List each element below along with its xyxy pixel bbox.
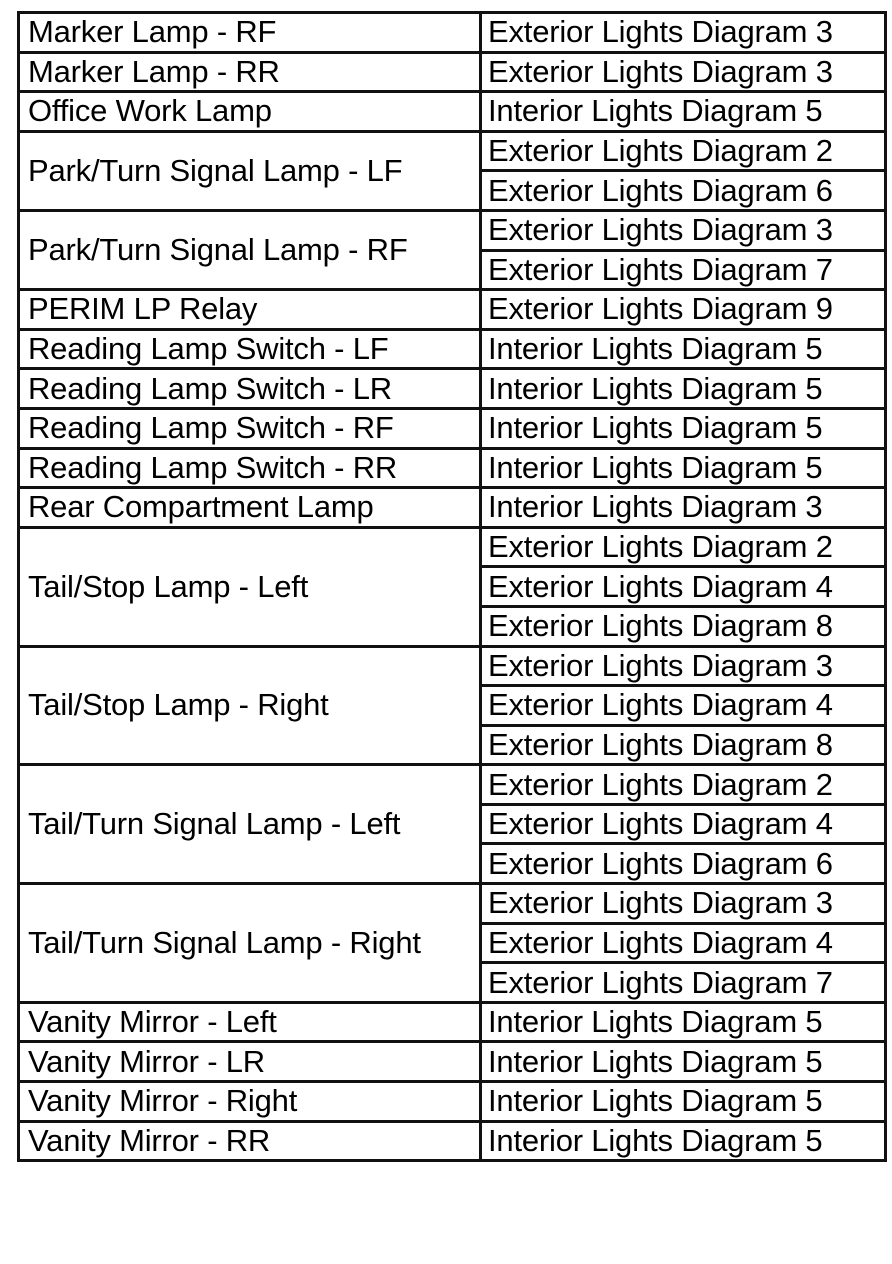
diagram-reference-cell: Exterior Lights Diagram 2 bbox=[481, 527, 886, 567]
component-name-cell: Vanity Mirror - Left bbox=[19, 1002, 481, 1042]
component-name-cell: Reading Lamp Switch - RF bbox=[19, 408, 481, 448]
diagram-reference-cell: Exterior Lights Diagram 8 bbox=[481, 606, 886, 646]
diagram-reference-cell: Interior Lights Diagram 5 bbox=[481, 1121, 886, 1161]
diagram-reference-cell: Interior Lights Diagram 5 bbox=[481, 92, 886, 132]
diagram-reference-cell: Interior Lights Diagram 5 bbox=[481, 369, 886, 409]
diagram-reference-cell: Exterior Lights Diagram 7 bbox=[481, 250, 886, 290]
diagram-reference-cell: Interior Lights Diagram 3 bbox=[481, 488, 886, 528]
diagram-reference-cell: Interior Lights Diagram 5 bbox=[481, 1002, 886, 1042]
diagram-reference-cell: Exterior Lights Diagram 2 bbox=[481, 765, 886, 805]
diagram-reference-cell: Exterior Lights Diagram 6 bbox=[481, 844, 886, 884]
table-row bbox=[19, 369, 886, 409]
diagram-reference-cell: Exterior Lights Diagram 4 bbox=[481, 804, 886, 844]
component-name-cell: Office Work Lamp bbox=[19, 92, 481, 132]
diagram-reference-cell: Exterior Lights Diagram 9 bbox=[481, 290, 886, 330]
table-row bbox=[19, 210, 886, 250]
component-name-cell: Park/Turn Signal Lamp - RF bbox=[19, 210, 481, 289]
diagram-reference-cell: Interior Lights Diagram 5 bbox=[481, 1042, 886, 1082]
component-name-cell: Reading Lamp Switch - RR bbox=[19, 448, 481, 488]
table-row bbox=[19, 329, 886, 369]
component-name-cell: Reading Lamp Switch - LR bbox=[19, 369, 481, 409]
diagram-reference-cell: Interior Lights Diagram 5 bbox=[481, 329, 886, 369]
component-name-cell: Marker Lamp - RR bbox=[19, 52, 481, 92]
table-body bbox=[19, 13, 886, 1161]
component-location-table bbox=[17, 11, 887, 1162]
diagram-reference-cell: Exterior Lights Diagram 8 bbox=[481, 725, 886, 765]
diagram-reference-cell: Exterior Lights Diagram 3 bbox=[481, 52, 886, 92]
component-name-cell: Vanity Mirror - RR bbox=[19, 1121, 481, 1161]
diagram-reference-cell: Interior Lights Diagram 5 bbox=[481, 1082, 886, 1122]
table-row bbox=[19, 527, 886, 567]
diagram-reference-cell: Interior Lights Diagram 5 bbox=[481, 448, 886, 488]
table-row bbox=[19, 646, 886, 686]
table-row bbox=[19, 1121, 886, 1161]
table-row bbox=[19, 1082, 886, 1122]
table-row bbox=[19, 13, 886, 53]
component-name-cell: PERIM LP Relay bbox=[19, 290, 481, 330]
table-row bbox=[19, 448, 886, 488]
component-name-cell: Tail/Turn Signal Lamp - Right bbox=[19, 884, 481, 1003]
diagram-reference-cell: Exterior Lights Diagram 3 bbox=[481, 210, 886, 250]
table-row bbox=[19, 1042, 886, 1082]
component-name-cell: Tail/Turn Signal Lamp - Left bbox=[19, 765, 481, 884]
component-name-cell: Tail/Stop Lamp - Right bbox=[19, 646, 481, 765]
diagram-reference-cell: Exterior Lights Diagram 7 bbox=[481, 963, 886, 1003]
diagram-reference-cell: Exterior Lights Diagram 3 bbox=[481, 646, 886, 686]
component-name-cell: Rear Compartment Lamp bbox=[19, 488, 481, 528]
table-row bbox=[19, 52, 886, 92]
table-row bbox=[19, 1002, 886, 1042]
diagram-reference-cell: Exterior Lights Diagram 3 bbox=[481, 13, 886, 53]
table-row bbox=[19, 290, 886, 330]
diagram-reference-cell: Exterior Lights Diagram 6 bbox=[481, 171, 886, 211]
table-row bbox=[19, 92, 886, 132]
component-name-cell: Marker Lamp - RF bbox=[19, 13, 481, 53]
diagram-reference-cell: Exterior Lights Diagram 4 bbox=[481, 567, 886, 607]
diagram-reference-cell: Exterior Lights Diagram 4 bbox=[481, 923, 886, 963]
component-name-cell: Park/Turn Signal Lamp - LF bbox=[19, 131, 481, 210]
table-row bbox=[19, 408, 886, 448]
table-row bbox=[19, 765, 886, 805]
component-name-cell: Vanity Mirror - Right bbox=[19, 1082, 481, 1122]
component-name-cell: Reading Lamp Switch - LF bbox=[19, 329, 481, 369]
diagram-reference-cell: Exterior Lights Diagram 3 bbox=[481, 884, 886, 924]
diagram-reference-cell: Exterior Lights Diagram 4 bbox=[481, 686, 886, 726]
component-name-cell: Tail/Stop Lamp - Left bbox=[19, 527, 481, 646]
diagram-reference-cell: Exterior Lights Diagram 2 bbox=[481, 131, 886, 171]
component-name-cell: Vanity Mirror - LR bbox=[19, 1042, 481, 1082]
table-row bbox=[19, 131, 886, 171]
table-row bbox=[19, 488, 886, 528]
diagram-reference-cell: Interior Lights Diagram 5 bbox=[481, 408, 886, 448]
table-row bbox=[19, 884, 886, 924]
